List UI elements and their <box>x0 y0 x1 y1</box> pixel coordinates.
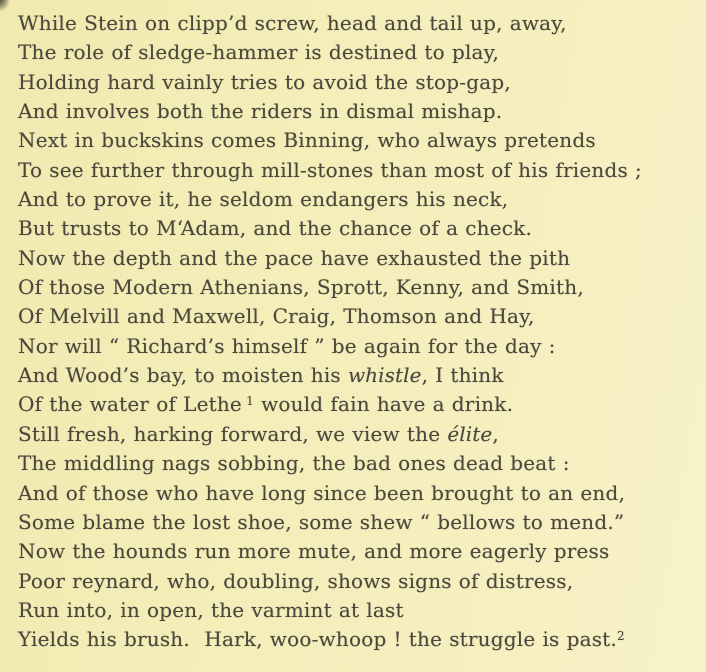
poem-text-segment: And of those who have long since been brought to an end, <box>18 480 626 505</box>
poem-line <box>18 625 702 654</box>
poem-text-segment: élite <box>447 421 493 446</box>
poem-line <box>18 537 702 566</box>
poem-text-segment: The role of sledge-hammer is destined to play, <box>18 40 500 65</box>
poem-text-segment: Of Melvill and Maxwell, Craig, Thomson and Hay, <box>18 304 535 329</box>
poem-line <box>18 302 702 331</box>
poem-text-segment: Next in buckskins comes Binning, who always pretends <box>18 128 596 153</box>
poem-text-segment: But trusts to M‘Adam, and the chance of a check. <box>18 216 533 241</box>
poem-line <box>18 156 702 185</box>
poem-line <box>18 97 702 126</box>
poem-line <box>18 361 702 390</box>
poem-text-segment: Now the depth and the pace have exhausted the pith <box>18 245 571 270</box>
poem-text-segment: Run into, in open, the varmint at last <box>18 597 404 622</box>
poem-text-segment: And involves both the riders in dismal mishap. <box>18 99 503 124</box>
poem-line <box>18 68 702 97</box>
footnote-marker: 1 <box>246 394 255 409</box>
poem-line <box>18 567 702 596</box>
poem-text-segment: would fain have a drink. <box>254 392 514 417</box>
poem-line <box>18 479 702 508</box>
poem-line <box>18 390 702 419</box>
poem-line <box>18 332 702 361</box>
poem-text-segment: Now the hounds run more mute, and more eagerly press <box>18 539 610 564</box>
poem-line <box>18 273 702 302</box>
poem-text-segment: whistle <box>347 363 422 388</box>
poem-text-segment: While Stein on clipp’d screw, head and tail up, away, <box>18 11 567 35</box>
poem-line <box>18 449 702 478</box>
poem-text-segment: Holding hard vainly tries to avoid the stop-gap, <box>18 69 511 94</box>
poem-line <box>18 126 702 155</box>
poem-line <box>18 420 702 449</box>
poem-text-segment: Yields his brush. Hark, woo-whoop ! the struggle is past. <box>18 627 617 652</box>
poem-line <box>18 508 702 537</box>
poem-text-segment: To see further through mill-stones than most of his friends ; <box>18 157 642 182</box>
poem-line <box>18 185 702 214</box>
poem-text-segment: , I think <box>421 363 504 388</box>
poem-text-segment: Of the water of Lethe <box>18 392 247 417</box>
poem-text-segment: And to prove it, he seldom endangers his neck, <box>18 187 509 212</box>
poem-text-segment: Still fresh, harking forward, we view the <box>18 421 448 446</box>
poem-text-segment: The middling nags sobbing, the bad ones dead beat : <box>18 451 570 476</box>
poem-line <box>18 38 702 67</box>
poem-text-segment: And Wood’s bay, to moisten his <box>18 363 348 388</box>
poem-text-segment: Poor reynard, who, doubling, shows signs of distress, <box>18 568 574 593</box>
poem-line <box>18 9 702 38</box>
poem-text-segment: , <box>492 421 499 446</box>
scan-corner-artifact <box>0 0 16 18</box>
poem-line <box>18 214 702 243</box>
poem-text-segment: Nor will “ Richard’s himself ” be again for the day : <box>18 333 556 358</box>
poem <box>18 9 702 655</box>
poem-line <box>18 596 702 625</box>
poem-line <box>18 244 702 273</box>
poem-text-segment: Some blame the lost shoe, some shew “ bellows to mend.” <box>18 509 625 534</box>
poem-text-segment: Of those Modern Athenians, Sprott, Kenny, and Smith, <box>18 275 584 300</box>
footnote-marker: 2 <box>616 629 625 644</box>
